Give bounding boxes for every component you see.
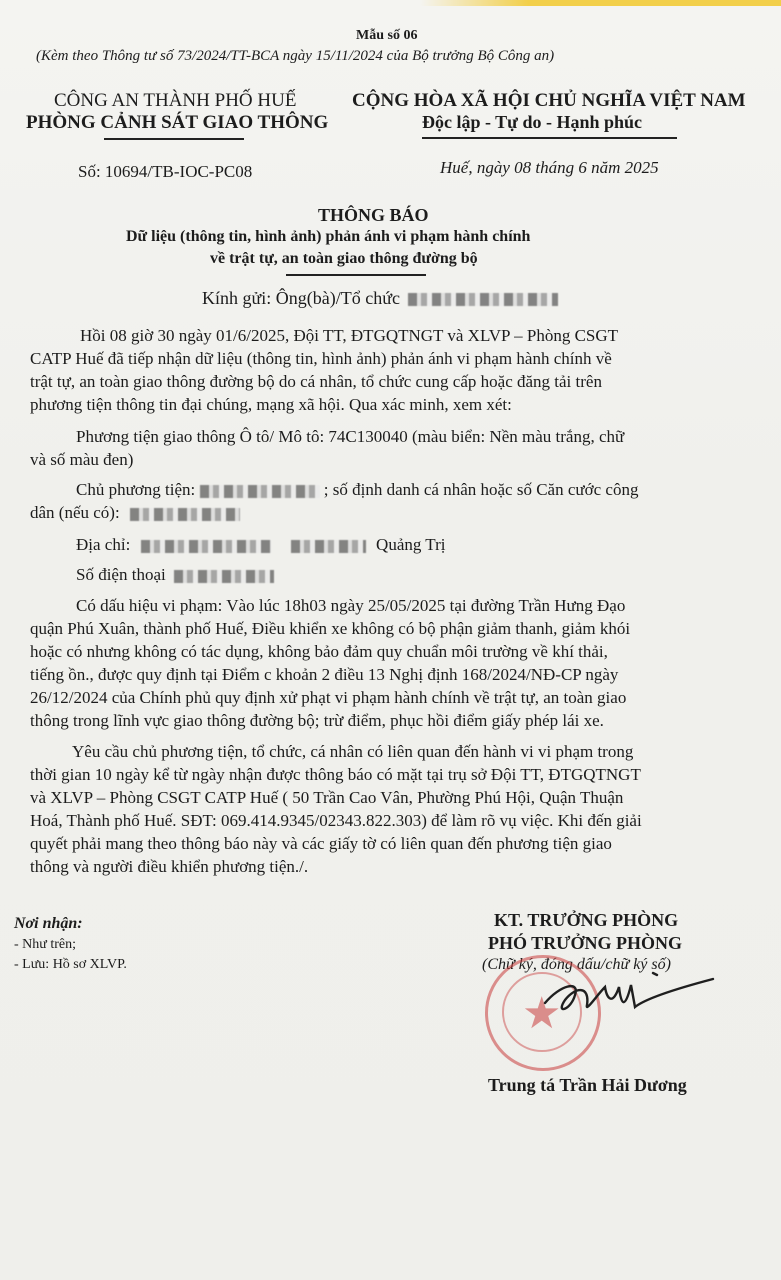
sign-note: (Chữ ký, đóng dấu/chữ ký số) <box>482 956 671 973</box>
motto-underline <box>422 137 677 139</box>
top-edge-strip <box>420 0 781 6</box>
vehicle-line-2: và số màu đen) <box>30 450 134 469</box>
p2-line-3: hoặc có nhưng không có tác dụng, không bảo đảm quy chuẩn môi trường về khí thải, <box>30 642 608 661</box>
vehicle-line-1: Phương tiện giao thông Ô tô/ Mô tô: 74C130040 (màu biển: Nền màu trắng, chữ <box>76 427 625 446</box>
redacted-id-number <box>130 508 240 521</box>
sign-role-1: KT. TRƯỞNG PHÒNG <box>494 910 679 930</box>
handwritten-signature <box>535 965 725 1025</box>
notice-title: THÔNG BÁO <box>318 205 429 225</box>
recipients-label: Nơi nhận: <box>14 915 83 932</box>
country-name: CỘNG HÒA XÃ HỘI CHỦ NGHĨA VIỆT NAM <box>352 90 746 111</box>
notice-subtitle-2: về trật tự, an toàn giao thông đường bộ <box>210 250 478 267</box>
agency-name: PHÒNG CẢNH SÁT GIAO THÔNG <box>26 112 329 133</box>
p3-line-4: Hoá, Thành phố Huế. SĐT: 069.414.9345/02343.822.303) để làm rõ vụ việc. Khi đến giải <box>30 811 642 830</box>
p1-line-1: Hồi 08 giờ 30 ngày 01/6/2025, Đội TT, ĐTGQTNGT và XLVP – Phòng CSGT <box>80 326 619 345</box>
form-number: Mẫu số 06 <box>356 28 418 43</box>
owner-line: Chủ phương tiện: ; số định danh cá nhân hoặc số Căn cước công <box>76 480 639 499</box>
national-motto: Độc lập - Tự do - Hạnh phúc <box>422 112 643 132</box>
recipient-item-2: - Lưu: Hồ sơ XLVP. <box>14 957 127 972</box>
title-underline <box>286 274 426 276</box>
p3-line-2: thời gian 10 ngày kể từ ngày nhận được thông báo có mặt tại trụ sở Đội TT, ĐTGQTNGT <box>30 765 641 784</box>
id-line: dân (nếu có): <box>30 503 750 523</box>
redacted-address-2 <box>291 540 366 553</box>
agency-underline <box>104 138 244 140</box>
signer-name: Trung tá Trần Hải Dương <box>488 1075 687 1095</box>
seal-star-icon: ★ <box>522 988 562 1039</box>
agency-parent: CÔNG AN THÀNH PHỐ HUẾ <box>54 90 297 111</box>
p2-line-1: Có dấu hiệu vi phạm: Vào lúc 18h03 ngày 25/05/2025 tại đường Trần Hưng Đạo <box>76 596 626 615</box>
redacted-owner-name <box>200 485 320 498</box>
redacted-phone <box>174 570 274 583</box>
phone-line: Số điện thoại <box>30 565 781 585</box>
redacted-address-1 <box>141 540 271 553</box>
notice-subtitle-1: Dữ liệu (thông tin, hình ảnh) phản ánh vi phạm hành chính <box>126 228 531 245</box>
p3-line-1: Yêu cầu chủ phương tiện, tổ chức, cá nhân có liên quan đến hành vi vi phạm trong <box>72 742 634 761</box>
p2-line-2: quận Phú Xuân, thành phố Huế, Điều khiển xe không có bộ phận giảm thanh, giảm khói <box>30 619 631 638</box>
p2-line-6: thông trong lĩnh vực giao thông đường bộ; trừ điểm, phục hồi điểm giấy phép lái xe. <box>30 711 604 730</box>
p1-line-2: CATP Huế đã tiếp nhận dữ liệu (thông tin, hình ảnh) phản ánh vi phạm hành chính về <box>30 349 612 368</box>
recipient-item-1: - Như trên; <box>14 937 77 952</box>
p3-line-3: và XLVP – Phòng CSGT CATP Huế ( 50 Trần Cao Vân, Phường Phú Hội, Quận Thuận <box>30 788 624 807</box>
p1-line-3: trật tự, an toàn giao thông đường bộ do cá nhân, tổ chức cung cấp hoặc đăng tải trên <box>30 372 602 391</box>
place-date: Huế, ngày 08 tháng 6 năm 2025 <box>440 158 659 177</box>
p2-line-4: tiếng ồn., được quy định tại Điểm c khoản 2 điều 13 Nghị định 168/2024/NĐ-CP ngày <box>30 665 619 684</box>
document-number: Số: 10694/TB-IOC-PC08 <box>78 162 253 181</box>
p3-line-5: quyết phải mang theo thông báo này và các giấy tờ có liên quan đến phương tiện giao <box>30 834 612 853</box>
p3-line-6: thông và người điều khiển phương tiện./. <box>30 857 309 876</box>
sign-role-2: PHÓ TRƯỞNG PHÒNG <box>488 933 683 953</box>
redacted-recipient <box>408 293 558 306</box>
form-basis: (Kèm theo Thông tư số 73/2024/TT-BCA ngày 15/11/2024 của Bộ trưởng Bộ Công an) <box>36 48 555 64</box>
p2-line-5: 26/12/2024 của Chính phủ quy định xử phạt vi phạm hành chính về trật tự, an toàn giao <box>30 688 627 707</box>
p1-line-4: phương tiện thông tin đại chúng, mạng xã hội. Qua xác minh, xem xét: <box>30 395 512 414</box>
recipient-line: Kính gửi: Ông(bà)/Tổ chức <box>202 288 558 309</box>
address-line: Địa chỉ: Quảng Trị <box>76 535 446 554</box>
